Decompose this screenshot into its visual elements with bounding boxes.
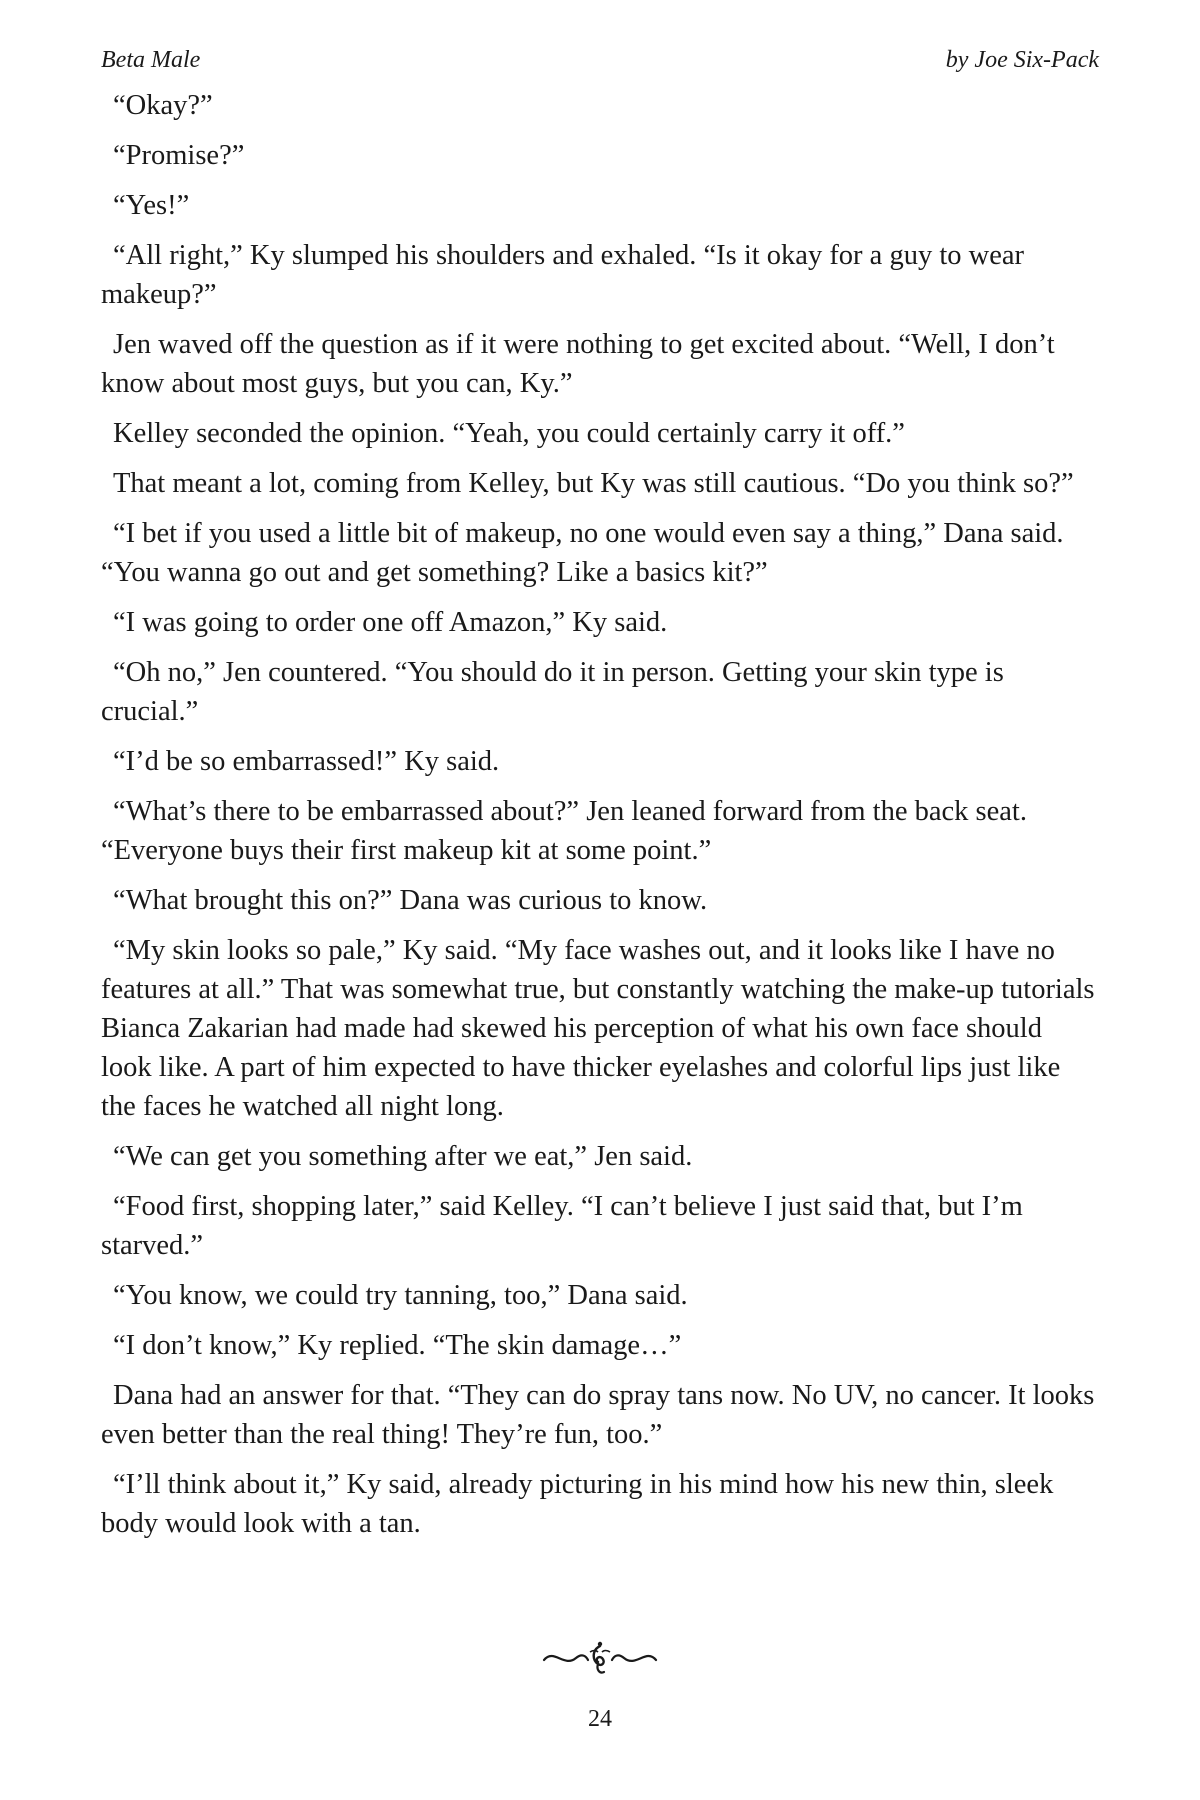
paragraph: “I don’t know,” Ky replied. “The skin damage…”: [113, 1330, 682, 1361]
paragraph: “Food first, shopping later,” said Kelley. “I can’t believe I just said that, but I’m starved.”: [101, 1191, 1023, 1261]
paragraph: Dana had an answer for that. “They can do spray tans now. No UV, no cancer. It looks even better than the real thing! They’re fun, too.”: [101, 1380, 1095, 1450]
paragraph: “We can get you something after we eat,” Jen said.: [113, 1141, 693, 1172]
paragraph: That meant a lot, coming from Kelley, but Ky was still cautious. “Do you think so?”: [113, 468, 1074, 499]
book-author: by Joe Six-Pack: [945, 47, 1099, 73]
book-title: Beta Male: [101, 47, 201, 73]
paragraph: “All right,” Ky slumped his shoulders and exhaled. “Is it okay for a guy to wear makeup?”: [101, 240, 1024, 310]
paragraph: “My skin looks so pale,” Ky said. “My face washes out, and it looks like I have no features at all.” That was somewhat true, but constantly watching the make-up tutorials Bianca Zakarian had made had skewed his perception of what his own face should look like. A part of him expected to have thicker eyelashes and colorful lips just like the faces he watched all night long.: [101, 935, 1095, 1122]
page-number: 24: [588, 1706, 612, 1732]
paragraph: “Oh no,” Jen countered. “You should do it in person. Getting your skin type is crucial.”: [101, 657, 1004, 727]
paragraph: Jen waved off the question as if it were nothing to get excited about. “Well, I don’t know about most guys, but you can, Ky.”: [101, 329, 1055, 399]
paragraph: “What’s there to be embarrassed about?” Jen leaned forward from the back seat. “Everyone buys their first makeup kit at some point.”: [101, 796, 1027, 866]
paragraph: “I was going to order one off Amazon,” Ky said.: [113, 607, 668, 638]
paragraph: “I bet if you used a little bit of makeup, no one would even say a thing,” Dana said. “You wanna go out and get something? Like a basics kit?”: [101, 518, 1064, 588]
paragraph: “I’d be so embarrassed!” Ky said.: [113, 746, 500, 777]
paragraph: “I’ll think about it,” Ky said, already picturing in his mind how his new thin, sleek body would look with a tan.: [101, 1469, 1054, 1539]
paragraph: “Yes!”: [113, 190, 190, 221]
paragraph: Kelley seconded the opinion. “Yeah, you could certainly carry it off.”: [113, 418, 905, 449]
paragraph: “You know, we could try tanning, too,” Dana said.: [113, 1280, 688, 1311]
paragraph: “Promise?”: [113, 140, 245, 171]
paragraph: “Okay?”: [113, 90, 213, 121]
running-header: [101, 44, 1099, 76]
paragraph: “What brought this on?” Dana was curious to know.: [113, 885, 708, 916]
scroll-flourish-icon: [540, 1638, 660, 1678]
chapter-body: [101, 86, 1099, 1554]
